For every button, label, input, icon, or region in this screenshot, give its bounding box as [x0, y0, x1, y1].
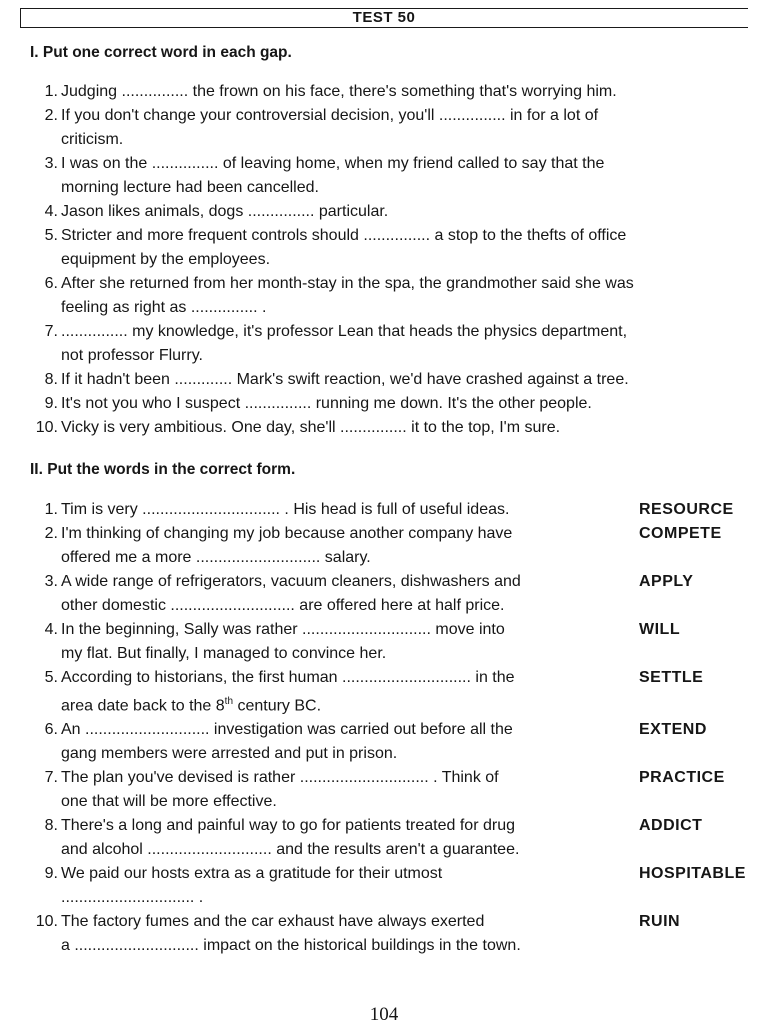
question-line: We paid our hosts extra as a gratitude for their utmost — [61, 865, 443, 883]
section-1-heading: I. Put one correct word in each gap. — [30, 44, 292, 61]
question-number: 10. — [35, 913, 58, 931]
title-rule — [20, 27, 748, 28]
question-line: other domestic ............................ are offered here at half price. — [61, 597, 505, 614]
question-line: area date back to the 8th century BC. — [61, 696, 322, 715]
question-line: It's not you who I suspect ............... running me down. It's the other people. — [61, 395, 592, 412]
question-text — [61, 368, 755, 392]
question-item — [30, 766, 755, 814]
question-line: If it hadn't been ............. Mark's swift reaction, we'd have crashed against a tree. — [61, 371, 629, 388]
question-line: Judging ............... the frown on his face, there's something that's worrying him. — [61, 83, 617, 100]
question-item — [30, 416, 755, 440]
question-line: According to historians, the first human ............................. in the — [61, 669, 515, 686]
question-text — [61, 200, 755, 224]
question-line: I'm thinking of changing my job because another company have — [61, 525, 513, 542]
question-number: 1. — [44, 501, 58, 518]
question-item — [30, 272, 755, 320]
test-title-bar — [20, 8, 748, 29]
section-2-items — [30, 498, 755, 958]
question-item — [30, 570, 755, 618]
question-text — [61, 416, 755, 440]
question-number: 5. — [44, 227, 58, 244]
question-text — [61, 80, 755, 104]
question-text — [61, 224, 755, 272]
question-item — [30, 200, 755, 224]
question-item — [30, 224, 755, 272]
question-item — [30, 814, 755, 862]
question-item — [30, 104, 755, 152]
question-number: 1. — [44, 83, 58, 100]
question-item — [30, 368, 755, 392]
question-line: one that will be more effective. — [61, 793, 277, 811]
question-text — [61, 392, 755, 416]
question-line: An ............................ investigation was carried out before all the — [61, 721, 513, 739]
question-text — [61, 320, 755, 368]
question-line: A wide range of refrigerators, vacuum cleaners, dishwashers and — [61, 573, 521, 590]
question-item — [30, 910, 755, 958]
question-item — [30, 392, 755, 416]
question-item — [30, 666, 755, 718]
question-line: .............................. . — [61, 889, 204, 907]
base-word: RESOURCE — [639, 501, 734, 518]
question-number: 8. — [44, 817, 58, 835]
question-line: Stricter and more frequent controls should ............... a stop to the thefts of office — [61, 227, 627, 244]
question-number: 5. — [44, 669, 58, 686]
question-line: feeling as right as ............... . — [61, 299, 267, 316]
question-item — [30, 718, 755, 766]
question-number: 8. — [44, 371, 58, 388]
question-line: equipment by the employees. — [61, 251, 271, 268]
question-number: 2. — [44, 107, 58, 124]
question-line: Vicky is very ambitious. One day, she'll ............... it to the top, I'm sure. — [61, 419, 561, 436]
question-item — [30, 80, 755, 104]
base-word: RUIN — [639, 913, 681, 931]
question-text — [61, 152, 755, 200]
question-item — [30, 618, 755, 666]
question-line: If you don't change your controversial decision, you'll ............... in for a lot of — [61, 107, 599, 124]
question-line: The plan you've devised is rather ............................. . Think of — [61, 769, 499, 787]
base-word: ADDICT — [639, 817, 703, 835]
base-word: PRACTICE — [639, 769, 725, 787]
question-text — [61, 272, 755, 320]
base-word: EXTEND — [639, 721, 707, 739]
question-number: 9. — [44, 865, 58, 883]
section-1-items — [30, 80, 755, 440]
question-number: 9. — [44, 395, 58, 412]
question-line: There's a long and painful way to go for patients treated for drug — [61, 817, 515, 835]
question-line: Jason likes animals, dogs ............... particular. — [61, 203, 389, 220]
question-item — [30, 522, 755, 570]
question-number: 10. — [35, 419, 58, 436]
page-number: 104 — [369, 1004, 399, 1025]
question-number: 3. — [44, 573, 58, 590]
question-item — [30, 862, 755, 910]
question-number: 7. — [44, 769, 58, 787]
question-number: 6. — [44, 275, 58, 292]
question-number: 4. — [44, 621, 58, 638]
question-line: a ............................ impact on the historical buildings in the town. — [61, 937, 521, 955]
question-line: gang members were arrested and put in prison. — [61, 745, 398, 763]
question-line: Tim is very ............................... . His head is full of useful ideas. — [61, 501, 510, 518]
question-line: morning lecture had been cancelled. — [61, 179, 319, 196]
question-item — [30, 152, 755, 200]
question-number: 3. — [44, 155, 58, 172]
question-number: 4. — [44, 203, 58, 220]
base-word: WILL — [639, 621, 681, 638]
question-text — [61, 104, 755, 152]
question-line: not professor Flurry. — [61, 347, 203, 364]
test-title: TEST 50 — [352, 9, 416, 26]
question-line: The factory fumes and the car exhaust have always exerted — [61, 913, 485, 931]
question-line: ............... my knowledge, it's professor Lean that heads the physics department, — [61, 323, 628, 340]
question-number: 6. — [44, 721, 58, 739]
base-word: SETTLE — [639, 669, 704, 686]
question-line: offered me a more ............................ salary. — [61, 549, 371, 566]
section-2-heading: II. Put the words in the correct form. — [30, 461, 296, 478]
question-item — [30, 320, 755, 368]
question-number: 7. — [44, 323, 58, 340]
base-word: HOSPITABLE — [639, 865, 746, 883]
question-line: In the beginning, Sally was rather ............................. move into — [61, 621, 505, 638]
question-line: and alcohol ............................ and the results aren't a guarantee. — [61, 841, 520, 859]
question-line: criticism. — [61, 131, 124, 148]
base-word: APPLY — [639, 573, 694, 590]
question-number: 2. — [44, 525, 58, 542]
question-line: my flat. But finally, I managed to convince her. — [61, 645, 387, 662]
base-word: COMPETE — [639, 525, 722, 542]
question-line: I was on the ............... of leaving home, when my friend called to say that the — [61, 155, 605, 172]
question-line: After she returned from her month-stay in the spa, the grandmother said she was — [61, 275, 634, 292]
question-item — [30, 498, 755, 522]
